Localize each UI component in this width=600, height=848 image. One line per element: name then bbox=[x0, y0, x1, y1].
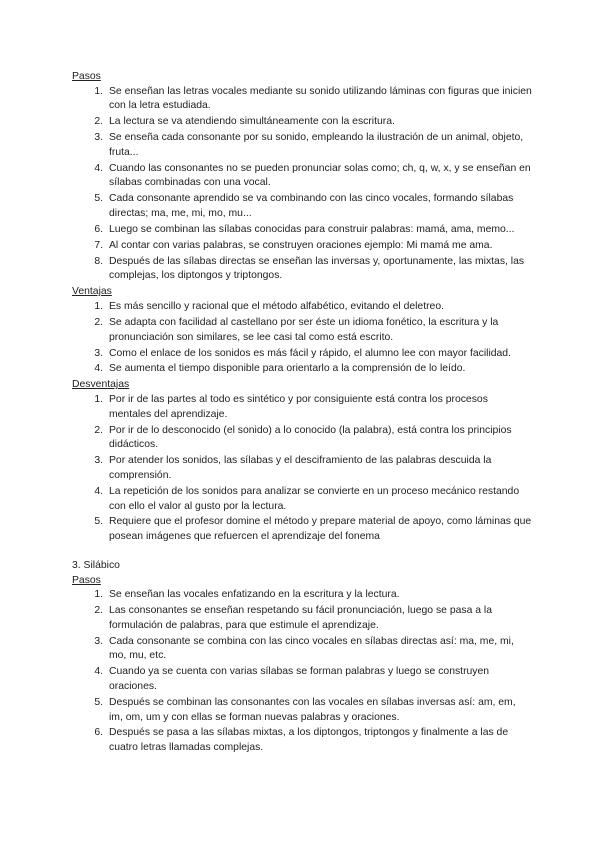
list-item: 3. Se enseña cada consonante por su sonido, empleando la ilustración de un animal, objeto, fruta... bbox=[94, 132, 524, 158]
list-pasos bbox=[72, 85, 532, 284]
list-item: 1. Es más sencillo y racional que el método alfabético, evitando el deletreo. bbox=[94, 301, 445, 313]
list-item: 1. Se enseñan las vocales enfatizando en la escritura y la lectura. bbox=[94, 589, 400, 601]
list-item: 7. Al contar con varias palabras, se construyen oraciones ejemplo: Mi mamá me ama. bbox=[94, 239, 493, 251]
list-item: 2. Las consonantes se enseñan respetando su fácil pronunciación, luego se pasa a la formulación de palabras, para que estimule el aprendizaje. bbox=[94, 605, 492, 631]
method-title: 3. Silábico bbox=[72, 559, 120, 571]
list-item: 5. Requiere que el profesor domine el método y prepare material de apoyo, como láminas que posean imágenes que refuercen el aprendizaje del fonema bbox=[94, 516, 532, 543]
list-item: 2. Por ir de lo desconocido (el sonido) a lo conocido (la palabra), está contra los principios didácticos. bbox=[94, 424, 512, 451]
list-item: 3. Cada consonante se combina con las cinco vocales en sílabas directas así: ma, me, mi, mo, mu, etc. bbox=[94, 635, 514, 662]
section-heading-desventajas: Desventajas bbox=[72, 379, 130, 391]
list-item: 5. Cada consonante aprendido se va combinando con las cinco vocales, formando sílabas directas; ma, me, mi, mo, mu... bbox=[94, 193, 514, 220]
list-item: 3. Por atender los sonidos, las sílabas y el desciframiento de las palabras descuida la comprensión. bbox=[94, 455, 492, 481]
list-item: 2. Se adapta con facilidad al castellano por ser éste un idioma fonético, la escritura y la pronunciación son similares, se lee casi tal como está escrito. bbox=[94, 316, 499, 343]
list-item: 1. Por ir de las partes al todo es sintético y por consiguiente está contra los procesos mentales del aprendizaje. bbox=[94, 394, 488, 420]
list-item: 8. Después de las sílabas directas se enseñan las inversas y, oportunamente, las mixtas, las complejas, los diptongos y triptongos. bbox=[94, 255, 525, 282]
section-heading-pasos-silabico: Pasos bbox=[72, 574, 101, 586]
list-desventajas bbox=[72, 393, 532, 545]
document-body bbox=[72, 70, 532, 757]
list-item: 2. La lectura se va atendiendo simultáneamente con la escritura. bbox=[94, 116, 395, 128]
list-item: 5. Después se combinan las consonantes con las vocales en sílabas inversas así: am, em, im, om, um y con ellas se forman nuevas palabras y oraciones. bbox=[94, 696, 516, 723]
section-heading-pasos: Pasos bbox=[72, 71, 101, 82]
list-item: 3. Como el enlace de los sonidos es más fácil y rápido, el alumno lee con mayor facilidad. bbox=[94, 347, 511, 359]
list-ventajas bbox=[72, 300, 532, 377]
list-item: 4. Se aumenta el tiempo disponible para orientarlo a la comprensión de lo leído. bbox=[94, 363, 466, 375]
list-pasos-silabico bbox=[72, 588, 532, 756]
list-item: 6. Después se pasa a las sílabas mixtas, a los diptongos, triptongos y finalmente a las de cuatro letras llamadas complejas. bbox=[94, 727, 509, 754]
list-item: 4. Cuando las consonantes no se pueden pronunciar solas como; ch, q, w, x, y se enseñan en sílabas combinadas con una vocal. bbox=[94, 162, 531, 189]
list-item: 4. La repetición de los sonidos para analizar se convierte en un proceso mecánico restando con ello el valor al gusto por la lectura. bbox=[94, 485, 520, 512]
section-heading-ventajas: Ventajas bbox=[72, 286, 112, 298]
list-item: 6. Luego se combinan las sílabas conocidas para construir palabras: mamá, ama, memo... bbox=[94, 223, 515, 235]
list-item: 4. Cuando ya se cuenta con varias sílabas se forman palabras y luego se construyen oraciones. bbox=[94, 666, 490, 692]
list-item: 1. Se enseñan las letras vocales mediante su sonido utilizando láminas con figuras que inicien con la letra estudiada. bbox=[94, 85, 532, 112]
